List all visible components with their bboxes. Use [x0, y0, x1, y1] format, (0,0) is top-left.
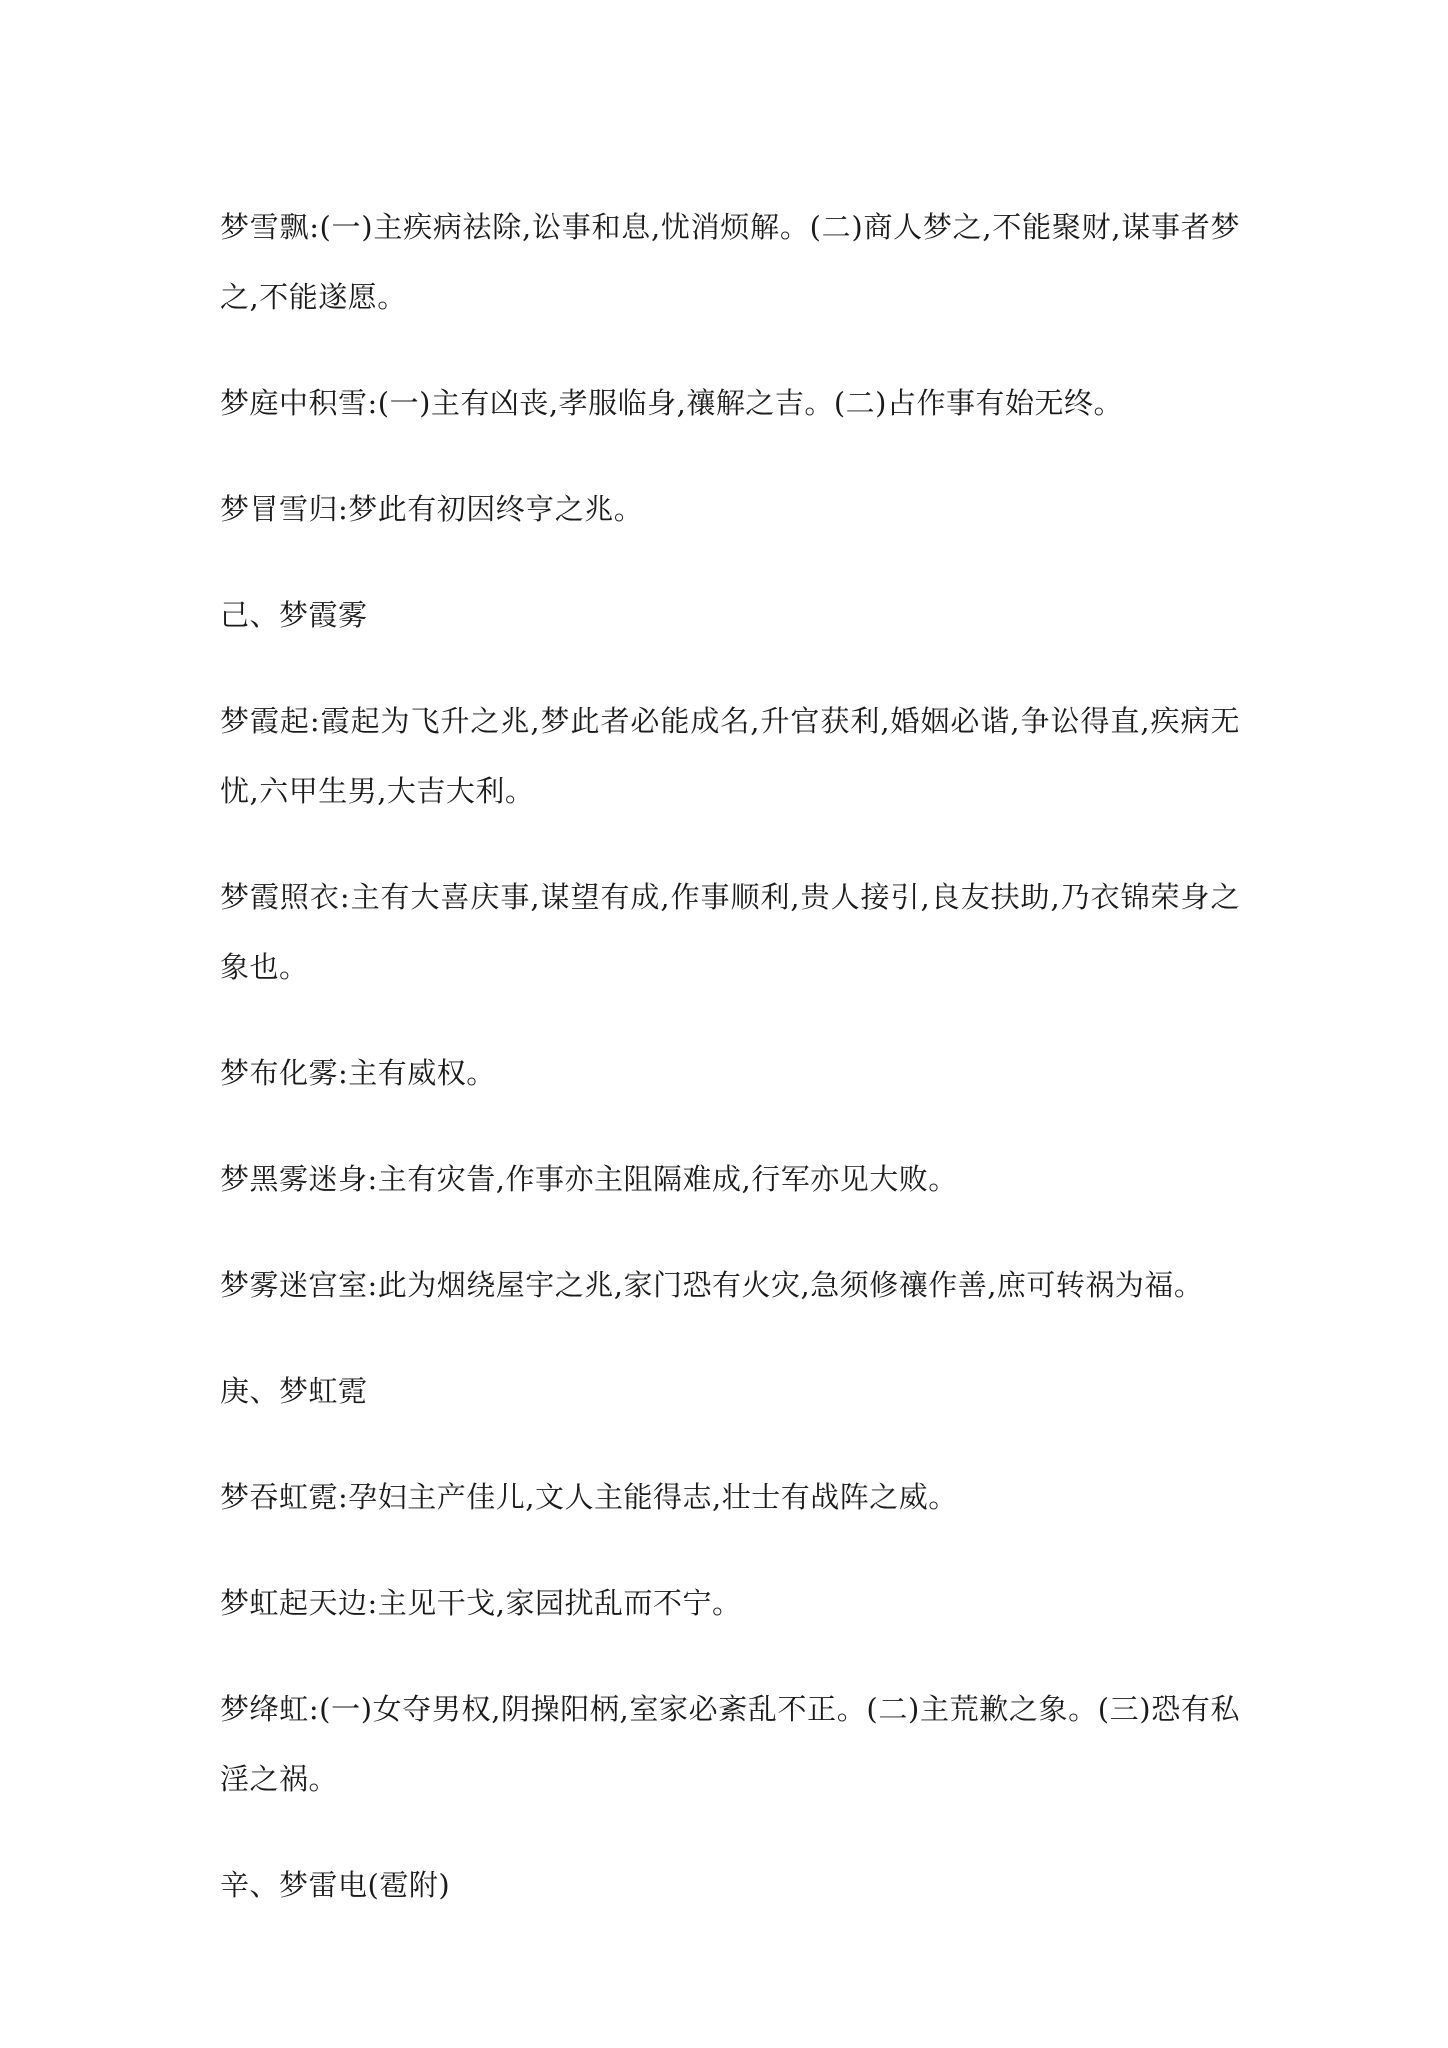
- paragraph-clouds-on-clothes: 梦霞照衣:主有大喜庆事,谋望有成,作事顺利,贵人接引,良友扶助,乃衣锦荣身之象也。: [220, 880, 1240, 984]
- paragraph-swallow-rainbow: 梦吞虹霓:孕妇主产佳儿,文人主能得志,壮士有战阵之威。: [220, 1480, 958, 1514]
- section-heading-mist: 己、梦霞雾: [220, 598, 368, 632]
- paragraph-snow-falling: 梦雪飘:(一)主疾病祛除,讼事和息,忧消烦解。(二)商人梦之,不能聚财,谋事者梦之,不能遂愿。: [220, 210, 1240, 314]
- document-body: [220, 192, 1240, 1956]
- paragraph-courtyard-snow: 梦庭中积雪:(一)主有凶丧,孝服临身,禳解之吉。(二)占作事有始无终。: [220, 386, 1123, 420]
- paragraph-black-fog: 梦黑雾迷身:主有灾眚,作事亦主阻隔难成,行军亦见大败。: [220, 1162, 958, 1196]
- paragraph-fog-palace: 梦雾迷宫室:此为烟绕屋宇之兆,家门恐有火灾,急须修禳作善,庶可转祸为福。: [220, 1268, 1204, 1302]
- paragraph-rainbow-horizon: 梦虹起天边:主见干戈,家园扰乱而不宁。: [220, 1586, 742, 1620]
- paragraph-clouds-rising: 梦霞起:霞起为飞升之兆,梦此者必能成名,升官获利,婚姻必谐,争讼得直,疾病无忧,六甲生男,大吉大利。: [220, 704, 1240, 808]
- section-heading-thunder: 辛、梦雷电(雹附): [220, 1868, 451, 1902]
- section-heading-rainbow: 庚、梦虹霓: [220, 1374, 368, 1408]
- paragraph-red-rainbow: 梦绛虹:(一)女夺男权,阴操阳柄,室家必紊乱不正。(二)主荒歉之象。(三)恐有私淫之祸。: [220, 1692, 1240, 1796]
- paragraph-return-in-snow: 梦冒雪归:梦此有初因终亨之兆。: [220, 492, 644, 526]
- paragraph-cloth-to-fog: 梦布化雾:主有威权。: [220, 1056, 496, 1090]
